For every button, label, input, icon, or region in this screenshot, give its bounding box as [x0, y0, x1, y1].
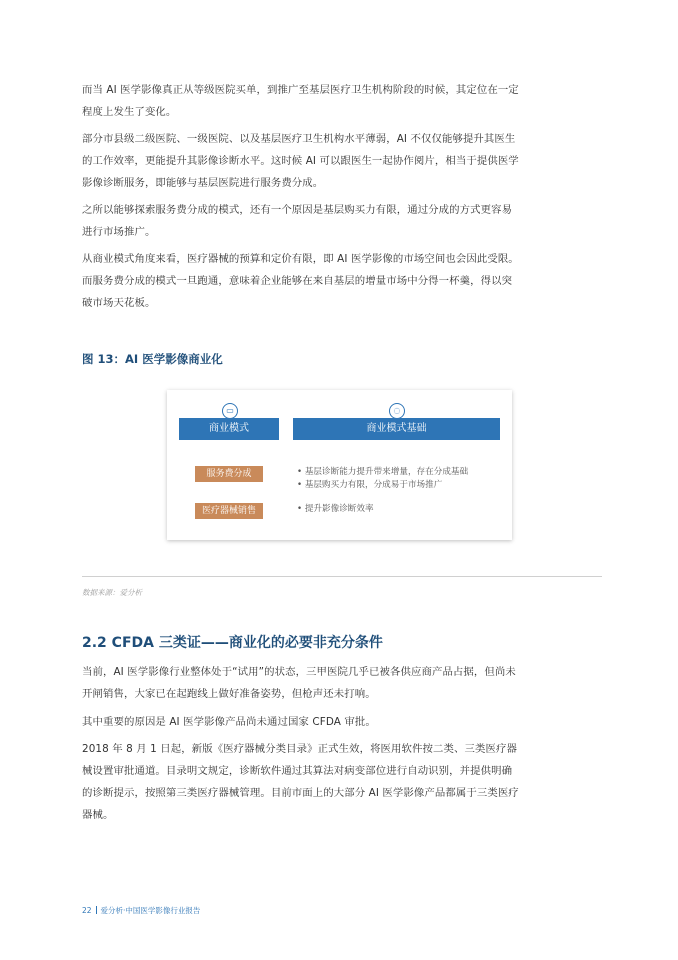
section-paragraph-2: 其中重要的原因是 AI 医学影像产品尚未通过国家 CFDA 审批。 [82, 716, 376, 728]
service-fee-tag: 服务费分成 [195, 466, 263, 482]
monitor-icon: ▭ [222, 403, 238, 419]
paragraph-4: 从商业模式角度来看，医疗器械的预算和定价有限，即 AI 医学影像的市场空间也会因此受限。而服务费分成的模式一旦跑通，意味着企业能够在来自基层的增量市场中分得一杯羹，得以突破市场天花板。 [82, 253, 519, 309]
lightbulb-icon: ◌ [389, 403, 405, 419]
service-fee-points [297, 466, 468, 492]
section-title: 2.2 CFDA 三类证——商业化的必要非充分条件 [82, 635, 383, 651]
bullet-point: • 提升影像诊断效率 [297, 503, 374, 516]
bullet-point: • 基层购买力有限，分成易于市场推广 [297, 479, 468, 492]
figure-title: 图 13：AI 医学影像商业化 [82, 352, 223, 366]
device-sales-points [297, 503, 374, 516]
device-sales-tag: 医疗器械销售 [195, 503, 263, 519]
footer-text: 爱分析·中国医学影像行业报告 [100, 906, 201, 915]
footer-separator [96, 906, 97, 914]
data-source: 数据来源：爱分析 [82, 588, 142, 597]
business-model-basis-header: 商业模式基础 [293, 418, 500, 440]
section-paragraph-1: 当前，AI 医学影像行业整体处于“试用”的状态，三甲医院几乎已被各供应商产品占据，但尚未开闸销售，大家已在起跑线上做好准备姿势，但枪声还未打响。 [82, 666, 516, 700]
paragraph-2: 部分市县级二级医院、一级医院、以及基层医疗卫生机构水平薄弱，AI 不仅仅能够提升其医生的工作效率，更能提升其影像诊断水平。这时候 AI 可以跟医生一起协作阅片，相当于提供医学影像诊断服务，即能够与基层医院进行服务费分成。 [82, 133, 519, 189]
business-model-figure [167, 390, 512, 540]
bullet-point: • 基层诊断能力提升带来增量，存在分成基础 [297, 466, 468, 479]
divider [82, 576, 602, 577]
page-footer [82, 905, 200, 916]
paragraph-1: 而当 AI 医学影像真正从等级医院买单，到推广至基层医疗卫生机构阶段的时候，其定位在一定程度上发生了变化。 [82, 84, 519, 118]
paragraph-3: 之所以能够探索服务费分成的模式，还有一个原因是基层购买力有限，通过分成的方式更容易进行市场推广。 [82, 204, 513, 238]
page-number: 22 [82, 906, 92, 915]
business-model-header: 商业模式 [179, 418, 279, 440]
section-paragraph-3: 2018 年 8 月 1 日起，新版《医疗器械分类目录》正式生效，将医用软件按二类、三类医疗器械设置审批通道。目录明文规定，诊断软件通过其算法对病变部位进行自动识别，并提供明确的诊断提示，按照第三类医疗器械管理。目前市面上的大部分 AI 医学影像产品都属于三类医疗器械。 [82, 743, 519, 821]
